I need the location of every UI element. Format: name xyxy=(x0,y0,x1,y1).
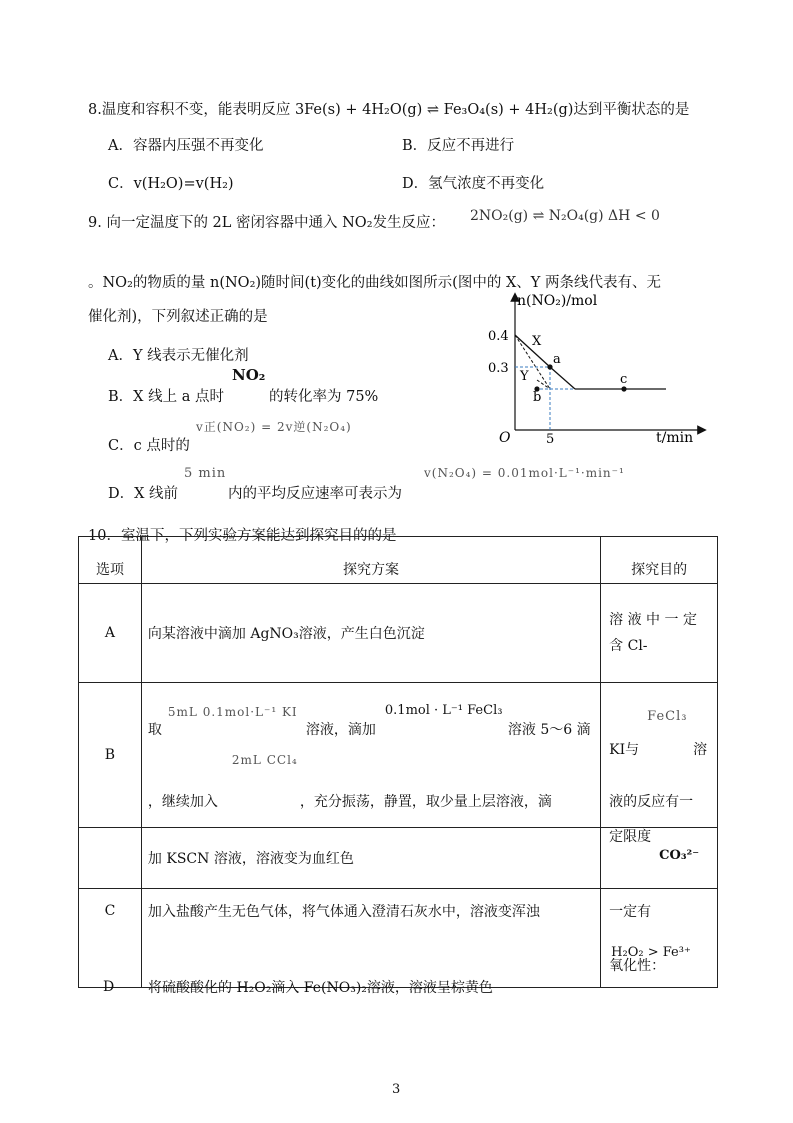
q9-option-c-formula: v正(NO₂) = 2v逆(N₂O₄) xyxy=(196,420,352,434)
q10-table xyxy=(78,536,718,988)
q9-option-a: A．Y 线表示无催化剂 xyxy=(108,348,249,364)
q9-equation: 2NO₂(g) ⇌ N₂O₄(g) ΔH < 0 xyxy=(470,208,660,224)
row-b-formula-ki: 5mL 0.1mol·L⁻¹ KI xyxy=(167,705,298,719)
row-d-goal-text: 氧化性： xyxy=(609,958,666,974)
graph-ylabel: n(NO₂)/mol xyxy=(517,293,598,309)
row-b-text2: 溶液，滴加 xyxy=(305,722,376,738)
graph-label-b: b xyxy=(533,390,542,405)
row-b-text4b: ，充分振荡，静置，取少量上层溶液，滴 xyxy=(299,794,552,810)
row-b-formula-fecl3: 0.1mol · L⁻¹ FeCl₃ xyxy=(384,703,503,718)
row-a-goal xyxy=(601,584,718,683)
row-a-option: A xyxy=(79,584,142,683)
point-c xyxy=(621,386,626,391)
row-c-goal-co3: CO₃²⁻ xyxy=(659,848,700,863)
q9-stem-part3: 催化剂)，下列叙述正确的是 xyxy=(88,309,268,325)
row-b-take: 取 xyxy=(147,722,162,738)
curve-x-segment-2 xyxy=(550,367,575,389)
row-d-goal-formula: H₂O₂ > Fe³⁺ xyxy=(611,945,691,960)
table-row-a xyxy=(79,584,718,683)
q10-stem: 10．室温下，下列实验方案能达到探究目的的是 xyxy=(88,528,397,544)
row-d-option: D xyxy=(103,979,115,995)
row-b-cont-goal xyxy=(601,828,718,889)
graph-label-x: X xyxy=(532,334,542,349)
row-c-goal-text: 一定有 xyxy=(609,904,652,920)
table-header-row xyxy=(79,537,718,584)
graph-ytick-03: 0.3 xyxy=(488,361,509,376)
row-d-plan: 将硫酸酸化的 H₂O₂滴入 Fe(NO₃)₂溶液，溶液呈棕黄色 xyxy=(148,980,493,996)
row-b-plan xyxy=(141,683,600,828)
graph-label-a: a xyxy=(553,352,561,367)
row-a-goal-line2: 含 Cl- xyxy=(609,638,648,654)
q9-option-d-mid: 内的平均反应速率可表示为 xyxy=(228,486,402,502)
page-number: 3 xyxy=(392,1082,401,1097)
row-c-goal xyxy=(601,889,718,988)
table-row-b-cont xyxy=(79,828,718,889)
table-row-b xyxy=(79,683,718,828)
row-b-text4a: ，继续加入 xyxy=(147,794,218,810)
row-b-plan-line5: 加 KSCN 溶液，溶液变为血红色 xyxy=(141,828,600,889)
row-b-goal xyxy=(601,683,718,828)
graph-xtick-5: 5 xyxy=(546,432,555,447)
q9-option-d-formula: v(N₂O₄) = 0.01mol·L⁻¹·min⁻¹ xyxy=(424,466,625,480)
row-b-goal-fecl3: FeCl₃ xyxy=(647,709,688,724)
q9-graph xyxy=(480,285,710,455)
q9-option-d-time: 5 min xyxy=(184,466,227,481)
q8-option-d: D．氢气浓度不再变化 xyxy=(402,176,545,192)
q8-option-a: A．容器内压强不再变化 xyxy=(108,138,264,154)
row-a-plan: 向某溶液中滴加 AgNO₃溶液，产生白色沉淀 xyxy=(141,584,600,683)
graph-ytick-04: 0.4 xyxy=(488,329,509,344)
header-option: 选项 xyxy=(79,537,142,584)
graph-xlabel: t/min xyxy=(656,430,694,446)
q9-option-b-formula: NO₂ xyxy=(232,366,266,384)
row-c-plan: 加入盐酸产生无色气体，将气体通入澄清石灰水中，溶液变浑浊 xyxy=(141,889,600,988)
row-b-formula-ccl4: 2mL CCl₄ xyxy=(231,753,298,767)
table-row-c xyxy=(79,889,718,988)
header-goal: 探究目的 xyxy=(601,537,718,584)
q9-option-b-pre: B．X 线上 a 点时 xyxy=(108,389,224,405)
q9-stem-part1: 9. 向一定温度下的 2L 密闭容器中通入 NO₂发生反应： xyxy=(88,215,446,231)
graph-label-y: Y xyxy=(520,369,529,384)
row-c-option: C xyxy=(79,889,142,988)
row-b-option: B xyxy=(79,683,142,828)
row-a-goal-line1: 溶 液 中 一 定 xyxy=(609,612,697,628)
graph-origin: O xyxy=(499,430,511,446)
row-b-goal-line1a: KI与 xyxy=(609,742,640,758)
q9-option-d-pre: D．X 线前 xyxy=(108,486,179,502)
row-b-cont-option xyxy=(79,828,142,889)
row-b-goal-line3: 定限度 xyxy=(609,829,652,845)
header-plan: 探究方案 xyxy=(141,537,600,584)
row-b-text3: 溶液 5～6 滴 xyxy=(507,722,591,738)
q9-stem-part2: 。NO₂的物质的量 n(NO₂)随时间(t)变化的曲线如图所示(图中的 X、Y 两条线代表有、无 xyxy=(88,275,661,291)
q8-stem: 8.温度和容积不变，能表明反应 3Fe(s) + 4H₂O(g) ⇌ Fe₃O₄(s) + 4H₂(g)达到平衡状态的是 xyxy=(88,102,690,118)
row-b-goal-line2: 液的反应有一 xyxy=(609,794,694,810)
graph-label-c: c xyxy=(620,372,628,387)
q9-option-c-pre: C．c 点时的 xyxy=(108,438,190,454)
row-b-goal-line1b: 溶 xyxy=(693,742,708,758)
point-a xyxy=(547,364,552,369)
q8-option-c: C．v(H₂O)=v(H₂) xyxy=(108,176,234,192)
q8-option-b: B．反应不再进行 xyxy=(402,138,515,154)
q9-option-b-post: 的转化率为 75% xyxy=(269,389,379,405)
